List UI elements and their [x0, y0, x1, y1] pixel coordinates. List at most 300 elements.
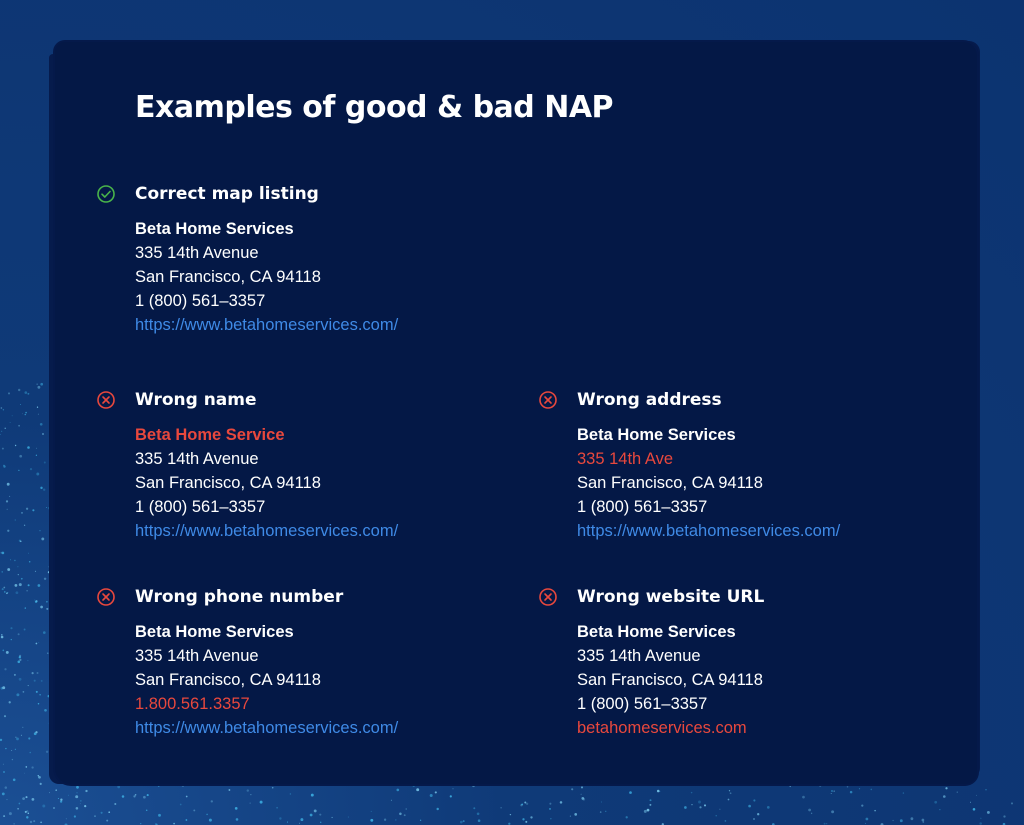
city-state-zip: San Francisco, CA 94118	[577, 474, 763, 492]
speckle-dot	[85, 790, 87, 792]
speckle-dot	[2, 650, 4, 652]
speckle-dot	[16, 693, 19, 696]
speckle-dot	[7, 592, 8, 593]
speckle-dot	[6, 592, 8, 594]
speckle-dot	[35, 731, 37, 733]
speckle-dot	[320, 822, 321, 823]
speckle-dot	[186, 796, 188, 798]
speckle-dot	[0, 434, 1, 435]
city-state-zip: San Francisco, CA 94118	[135, 671, 321, 689]
speckle-dot	[30, 468, 32, 470]
speckle-dot	[47, 653, 48, 654]
speckle-dot	[348, 817, 349, 818]
speckle-dot	[44, 578, 46, 580]
speckle-dot	[29, 752, 31, 754]
website-link[interactable]: https://www.betahomeservices.com/	[577, 522, 841, 540]
speckle-dot	[133, 795, 135, 797]
website-link[interactable]: https://www.betahomeservices.com/	[135, 522, 399, 540]
speckle-dot	[236, 818, 239, 821]
speckle-dot	[44, 709, 47, 712]
speckle-dot	[719, 809, 720, 810]
speckle-dot	[530, 816, 532, 818]
speckle-dot	[32, 672, 34, 674]
speckle-dot	[4, 715, 6, 717]
speckle-dot	[2, 571, 3, 572]
speckle-dot	[922, 821, 924, 823]
speckle-dot	[52, 712, 54, 714]
speckle-dot	[657, 790, 660, 793]
example-wrong-name	[135, 388, 398, 543]
city-state-zip: San Francisco, CA 94118	[577, 671, 763, 689]
speckle-dot	[399, 813, 402, 816]
speckle-dot	[24, 414, 26, 416]
city-state-zip: San Francisco, CA 94118	[135, 474, 321, 492]
speckle-dot	[26, 810, 28, 812]
speckle-dot	[1, 431, 2, 432]
speckle-dot	[226, 784, 227, 785]
speckle-dot	[209, 819, 212, 822]
speckle-dot	[831, 810, 834, 813]
speckle-dot	[38, 414, 39, 415]
speckle-dot	[52, 669, 53, 670]
business-name: Beta Home Services	[577, 426, 736, 444]
speckle-dot	[18, 425, 20, 427]
speckle-dot	[14, 560, 15, 561]
speckle-dot	[571, 788, 573, 790]
example-heading: Wrong address	[577, 390, 722, 410]
speckle-dot	[957, 792, 958, 793]
speckle-dot	[370, 819, 373, 822]
speckle-dot	[34, 680, 36, 682]
speckle-dot	[51, 633, 53, 635]
example-wrong-phone	[135, 585, 398, 740]
speckle-dot	[28, 813, 30, 815]
speckle-dot	[2, 552, 5, 555]
speckle-dot	[49, 697, 51, 699]
street-address: 335 14th Ave	[577, 450, 674, 468]
speckle-dot	[36, 448, 37, 449]
speckle-dot	[892, 820, 893, 821]
city-state-zip: San Francisco, CA 94118	[135, 268, 321, 286]
speckle-dot	[850, 791, 853, 794]
speckle-dot	[60, 799, 62, 801]
speckle-dot	[228, 789, 230, 791]
speckle-dot	[19, 655, 21, 657]
speckle-dot	[49, 792, 50, 793]
speckle-dot	[478, 819, 481, 822]
speckle-dot	[7, 483, 10, 486]
speckle-dot	[859, 788, 860, 789]
speckle-dot	[649, 804, 651, 806]
speckle-dot	[27, 446, 30, 449]
speckle-dot	[290, 793, 291, 794]
speckle-dot	[13, 779, 16, 782]
speckle-dot	[450, 795, 452, 797]
speckle-dot	[155, 823, 157, 825]
speckle-dot	[0, 739, 2, 741]
speckle-dot	[14, 674, 16, 676]
check-circle-icon	[96, 184, 116, 204]
speckle-dot	[19, 803, 21, 805]
speckle-dot	[38, 703, 39, 704]
speckle-dot	[943, 795, 946, 798]
speckle-dot	[60, 783, 61, 784]
speckle-dot	[182, 784, 185, 787]
speckle-dot	[808, 809, 811, 812]
speckle-dot	[865, 823, 866, 824]
speckle-dot	[15, 520, 16, 521]
business-name: Beta Home Services	[135, 220, 294, 238]
speckle-dot	[395, 819, 397, 821]
speckle-dot	[371, 811, 372, 812]
speckle-dot	[25, 607, 26, 608]
speckle-dot	[60, 800, 62, 802]
speckle-dot	[866, 818, 869, 821]
speckle-dot	[6, 799, 7, 800]
speckle-dot	[20, 541, 21, 542]
speckle-dot	[436, 808, 438, 810]
speckle-dot	[27, 660, 28, 661]
page-title: Examples of good & bad NAP	[135, 90, 614, 125]
speckle-dot	[525, 821, 527, 823]
speckle-dot	[24, 773, 25, 774]
speckle-dot	[8, 392, 10, 394]
speckle-dot	[80, 803, 81, 804]
speckle-dot	[49, 584, 51, 586]
speckle-dot	[15, 584, 18, 587]
speckle-dot	[25, 796, 27, 798]
speckle-dot	[24, 525, 25, 526]
speckle-dot	[903, 792, 904, 793]
speckle-dot	[75, 795, 78, 798]
speckle-dot	[413, 785, 415, 787]
speckle-dot	[37, 407, 38, 408]
speckle-dot	[34, 599, 35, 600]
speckle-dot	[26, 508, 28, 510]
speckle-dot	[38, 776, 41, 779]
speckle-dot	[26, 590, 27, 591]
example-wrong-address	[577, 388, 840, 543]
speckle-dot	[4, 668, 6, 670]
speckle-dot	[605, 811, 606, 812]
speckle-dot	[1, 407, 3, 409]
business-name: Beta Home Service	[135, 426, 285, 444]
speckle-dot	[38, 642, 39, 643]
speckle-dot	[980, 818, 981, 819]
speckle-dot	[695, 784, 696, 785]
speckle-dot	[19, 678, 22, 681]
speckle-dot	[25, 412, 27, 414]
speckle-dot	[420, 820, 421, 821]
speckle-dot	[319, 814, 321, 816]
speckle-dot	[753, 818, 755, 820]
speckle-dot	[560, 801, 563, 804]
example-heading: Wrong phone number	[135, 587, 344, 607]
speckle-dot	[36, 691, 38, 693]
speckle-dot	[520, 804, 522, 806]
speckle-dot	[193, 809, 195, 811]
speckle-dot	[391, 800, 392, 801]
speckle-dot	[32, 509, 34, 511]
speckle-dot	[1003, 815, 1005, 817]
speckle-dot	[5, 428, 6, 429]
speckle-dot	[581, 786, 583, 788]
speckle-dot	[158, 785, 159, 786]
speckle-dot	[826, 823, 827, 824]
speckle-dot	[9, 701, 11, 703]
speckle-dot	[15, 445, 16, 446]
speckle-dot	[5, 786, 8, 789]
speckle-dot	[753, 799, 755, 801]
speckle-dot	[49, 722, 52, 725]
speckle-dot	[80, 800, 81, 801]
speckle-dot	[22, 727, 23, 728]
speckle-dot	[7, 568, 10, 571]
speckle-dot	[452, 788, 453, 789]
speckle-dot	[510, 814, 511, 815]
speckle-dot	[26, 816, 28, 818]
speckle-dot	[831, 793, 832, 794]
speckle-dot	[101, 812, 103, 814]
speckle-dot	[824, 823, 826, 825]
street-address: 335 14th Avenue	[135, 647, 259, 665]
speckle-dot	[7, 509, 8, 510]
speckle-dot	[37, 384, 38, 385]
speckle-dot	[46, 751, 48, 753]
speckle-dot	[582, 798, 585, 801]
speckle-dot	[43, 631, 46, 634]
speckle-dot	[644, 810, 647, 813]
speckle-dot	[272, 787, 274, 789]
speckle-dot	[66, 818, 67, 819]
speckle-dot	[729, 790, 730, 791]
speckle-dot	[31, 766, 33, 768]
speckle-dot	[250, 803, 251, 804]
speckle-dot	[472, 784, 475, 787]
speckle-dot	[9, 496, 10, 497]
speckle-dot	[2, 448, 4, 450]
x-circle-icon	[538, 587, 558, 607]
speckle-dot	[53, 807, 55, 809]
speckle-dot	[6, 651, 9, 654]
speckle-dot	[500, 807, 501, 808]
speckle-dot	[18, 661, 21, 664]
x-circle-icon	[96, 390, 116, 410]
speckle-dot	[435, 791, 437, 793]
speckle-dot	[911, 817, 914, 820]
speckle-dot	[287, 822, 288, 823]
speckle-dot	[39, 694, 40, 695]
speckle-dot	[13, 823, 14, 824]
speckle-dot	[790, 786, 791, 787]
speckle-dot	[250, 794, 251, 795]
speckle-dot	[15, 749, 16, 750]
speckle-dot	[12, 415, 13, 416]
speckle-dot	[332, 817, 333, 818]
speckle-dot	[526, 803, 528, 805]
speckle-dot	[211, 800, 213, 802]
website-link[interactable]: betahomeservices.com	[577, 719, 747, 737]
speckle-dot	[147, 794, 149, 796]
speckle-dot	[522, 818, 524, 820]
phone-number: 1 (800) 561–3357	[135, 292, 266, 310]
speckle-dot	[38, 775, 39, 776]
speckle-dot	[33, 820, 35, 822]
speckle-dot	[30, 821, 32, 823]
speckle-dot	[847, 786, 849, 788]
speckle-dot	[76, 792, 78, 794]
speckle-dot	[508, 823, 510, 825]
speckle-dot	[51, 566, 53, 568]
speckle-dot	[404, 814, 406, 816]
speckle-dot	[15, 737, 16, 738]
speckle-dot	[416, 788, 419, 791]
speckle-dot	[396, 789, 399, 792]
speckle-dot	[18, 574, 19, 575]
speckle-dot	[38, 584, 41, 587]
speckle-dot	[900, 819, 903, 822]
website-link[interactable]: https://www.betahomeservices.com/	[135, 719, 399, 737]
speckle-dot	[728, 799, 730, 801]
speckle-dot	[3, 465, 5, 467]
speckle-dot	[3, 771, 5, 773]
example-correct-listing	[135, 182, 398, 337]
speckle-dot	[24, 391, 27, 394]
website-link[interactable]: https://www.betahomeservices.com/	[135, 316, 399, 334]
speckle-dot	[831, 790, 833, 792]
speckle-dot	[40, 383, 43, 386]
x-circle-icon	[96, 587, 116, 607]
speckle-dot	[3, 409, 4, 410]
speckle-dot	[629, 791, 632, 794]
speckle-dot	[41, 537, 44, 540]
speckle-dot	[28, 553, 29, 554]
speckle-dot	[106, 820, 108, 822]
speckle-dot	[235, 807, 238, 810]
speckle-dot	[460, 821, 463, 824]
speckle-dot	[158, 814, 161, 817]
speckle-dot	[55, 789, 57, 791]
speckle-dot	[1011, 802, 1013, 804]
phone-number: 1.800.561.3357	[135, 695, 250, 713]
example-wrong-url	[577, 585, 763, 740]
speckle-dot	[970, 802, 971, 803]
speckle-dot	[19, 659, 21, 661]
speckle-dot	[659, 791, 661, 793]
speckle-dot	[699, 806, 701, 808]
speckle-dot	[122, 795, 125, 798]
speckle-dot	[24, 629, 26, 631]
speckle-dot	[20, 404, 21, 405]
speckle-dot	[300, 818, 303, 821]
speckle-dot	[550, 818, 551, 819]
phone-number: 1 (800) 561–3357	[577, 498, 708, 516]
speckle-dot	[46, 601, 48, 603]
speckle-dot	[50, 687, 51, 688]
speckle-dot	[42, 433, 44, 435]
speckle-dot	[40, 821, 42, 823]
speckle-dot	[46, 507, 47, 508]
speckle-dot	[979, 822, 982, 825]
speckle-dot	[10, 559, 11, 560]
speckle-dot	[247, 789, 249, 791]
speckle-dot	[76, 807, 79, 810]
speckle-dot	[0, 552, 2, 554]
example-heading: Wrong website URL	[577, 587, 765, 607]
speckle-dot	[29, 561, 31, 563]
speckle-dot	[51, 611, 52, 612]
speckle-dot	[44, 462, 46, 464]
speckle-dot	[310, 814, 313, 817]
speckle-dot	[12, 759, 13, 760]
speckle-dot	[985, 789, 986, 790]
speckle-dot	[477, 812, 480, 815]
business-name: Beta Home Services	[577, 623, 736, 641]
speckle-dot	[939, 809, 940, 810]
speckle-dot	[549, 803, 551, 805]
speckle-dot	[570, 816, 571, 817]
speckle-dot	[18, 633, 20, 635]
speckle-dot	[473, 807, 475, 809]
speckle-dot	[945, 787, 947, 789]
street-address: 335 14th Avenue	[577, 647, 701, 665]
example-heading: Correct map listing	[135, 184, 319, 204]
speckle-dot	[49, 380, 51, 382]
speckle-dot	[186, 819, 188, 821]
speckle-dot	[650, 799, 652, 801]
speckle-dot	[600, 811, 602, 813]
speckle-dot	[27, 393, 29, 395]
speckle-dot	[581, 794, 582, 795]
speckle-dot	[6, 500, 8, 502]
speckle-dot	[2, 793, 5, 796]
speckle-dot	[311, 794, 314, 797]
speckle-dot	[922, 819, 925, 822]
speckle-dot	[833, 790, 835, 792]
speckle-dot	[725, 820, 727, 822]
phone-number: 1 (800) 561–3357	[135, 498, 266, 516]
speckle-dot	[7, 530, 9, 532]
speckle-dot	[934, 801, 937, 804]
speckle-dot	[23, 691, 25, 693]
speckle-dot	[1, 687, 4, 690]
speckle-dot	[279, 817, 281, 819]
speckle-dot	[987, 811, 990, 814]
speckle-dot	[874, 810, 876, 812]
business-name: Beta Home Services	[135, 623, 294, 641]
speckle-dot	[143, 796, 146, 799]
speckle-dot	[49, 565, 52, 568]
speckle-dot	[3, 587, 5, 589]
speckle-dot	[51, 415, 52, 416]
speckle-dot	[35, 571, 36, 572]
speckle-dot	[716, 815, 717, 816]
speckle-dot	[40, 423, 43, 426]
speckle-dot	[463, 820, 465, 822]
speckle-dot	[802, 796, 805, 799]
speckle-dot	[19, 656, 21, 658]
speckle-dot	[581, 797, 584, 800]
speckle-dot	[647, 809, 650, 812]
speckle-dot	[40, 783, 42, 785]
speckle-dot	[9, 812, 12, 815]
speckle-dot	[173, 823, 175, 825]
speckle-dot	[276, 807, 278, 809]
speckle-dot	[36, 455, 37, 456]
speckle-dot	[861, 804, 863, 806]
speckle-dot	[22, 413, 23, 414]
speckle-dot	[206, 814, 208, 816]
